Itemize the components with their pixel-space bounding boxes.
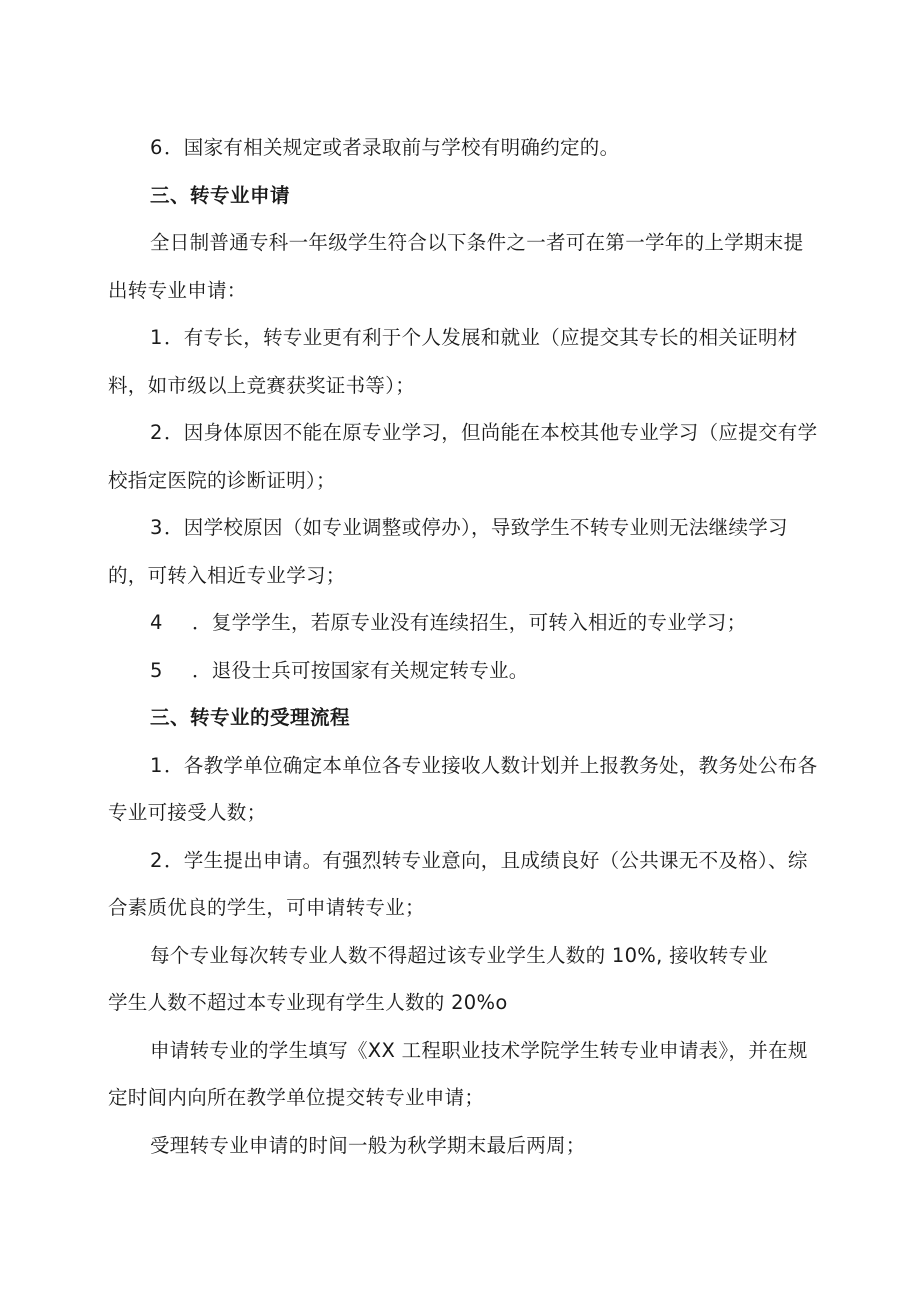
item-number: 1 [150,326,163,349]
item-number: 1 [150,753,163,777]
timing-paragraph: 受理转专业申请的时间一般为秋学期末最后两周； [150,1133,586,1157]
list-item [108,504,820,599]
list-item [108,314,820,409]
section-heading-process: 三、转专业的受理流程 [150,706,351,729]
item-text: ．因学校原因（如专业调整或停办），导致学生不转专业则无法继续学习的，可转入相近专业学习； [108,516,788,587]
item-text: ．学生提出申请。有强烈转专业意向，且成绩良好（公共课无不及格）、综合素质优良的学生，可申请转专业； [108,848,808,919]
item-number: 3 [150,516,163,539]
item-text: ．各教学单位确定本单位各专业接收人数计划并上报教务处，教务处公布各专业可接受人数； [108,753,818,824]
item-text: ．复学学生，若原专业没有连续招生，可转入相近的专业学习； [192,611,747,634]
document-body [108,124,820,1169]
item-number: 2 [150,848,163,872]
item-text: ．退役士兵可按国家有关规定转专业。 [192,658,529,682]
intro-paragraph: 全日制普通专科一年级学生符合以下条件之一者可在第一学年的上学期末提出转专业申请： [108,231,804,302]
item-number: 2 [150,421,163,444]
item-number: 6 [150,136,163,159]
item-text: ．国家有相关规定或者录取前与学校有明确约定的。 [164,136,620,159]
item-text: ．有专长，转专业更有利于个人发展和就业（应提交其专长的相关证明材料，如市级以上竞赛获奖证书等）； [108,326,798,397]
item-number: 5 [150,658,163,682]
form-paragraph: 申请转专业的学生填写《XX 工程职业技术学院学生转专业申请表》，并在规定时间内向所在教学单位提交转专业申请； [108,1038,808,1109]
quota-line-2: 学生人数不超过本专业现有学生人数的 20%o [108,991,508,1014]
list-item [108,647,820,695]
list-item [108,124,820,172]
list-item [108,409,820,504]
section-heading-application: 三、转专业申请 [150,183,291,207]
quota-line-1: 每个专业每次转专业人数不得超过该专业学生人数的 10%, 接收转专业 [150,943,769,967]
list-item [108,599,820,647]
item-text: ．因身体原因不能在原专业学习，但尚能在本校其他专业学习（应提交有学校指定医院的诊断证明）； [108,421,818,492]
list-item [108,837,820,932]
item-number: 4 [150,611,163,634]
list-item [108,742,820,837]
